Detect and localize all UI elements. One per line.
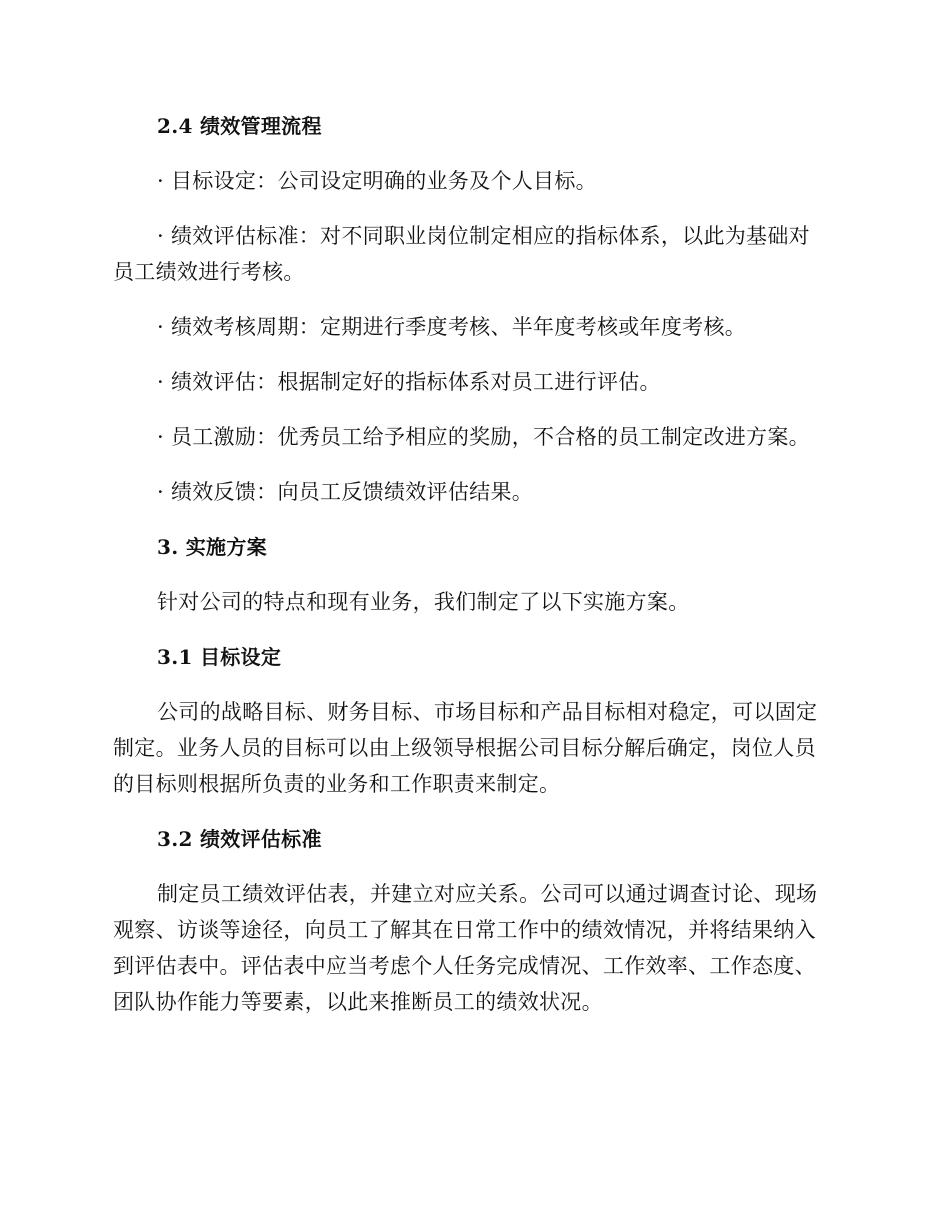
bullet-evaluation-cycle: · 绩效考核周期：定期进行季度考核、半年度考核或年度考核。 bbox=[157, 315, 747, 339]
paragraph-evaluation-criteria: 制定员工绩效评估表，并建立对应关系。公司可以通过调查讨论、现场观察、访谈等途径，向员工了解其在日常工作中的绩效情况，并将结果纳入到评估表中。评估表中应当考虑个人任务完成情况、工作效率、工作态度、团队协作能力等要素，以此来推断员工的绩效状况。 bbox=[113, 882, 818, 1014]
bullet-performance-feedback: · 绩效反馈：向员工反馈绩效评估结果。 bbox=[157, 480, 534, 504]
paragraph-goal-setting: 公司的战略目标、财务目标、市场目标和产品目标相对稳定，可以固定制定。业务人员的目标可以由上级领导根据公司目标分解后确定，岗位人员的目标则根据所负责的业务和工作职责来制定。 bbox=[113, 700, 818, 796]
bullet-goal-setting: · 目标设定：公司设定明确的业务及个人目标。 bbox=[157, 169, 597, 193]
section-heading-3-2: 3.2 绩效评估标准 bbox=[157, 827, 322, 851]
section-heading-3-1: 3.1 目标设定 bbox=[157, 645, 282, 669]
bullet-performance-evaluation: · 绩效评估：根据制定好的指标体系对员工进行评估。 bbox=[157, 370, 661, 394]
paragraph-implementation-intro: 针对公司的特点和现有业务，我们制定了以下实施方案。 bbox=[157, 590, 690, 614]
section-heading-3: 3. 实施方案 bbox=[157, 535, 267, 559]
bullet-employee-incentive: · 员工激励：优秀员工给予相应的奖励，不合格的员工制定改进方案。 bbox=[157, 425, 810, 449]
section-heading-2-4: 2.4 绩效管理流程 bbox=[157, 114, 322, 138]
document-body bbox=[113, 108, 831, 1039]
bullet-evaluation-criteria: · 绩效评估标准：对不同职业岗位制定相应的指标体系，以此为基础对员工绩效进行考核。 bbox=[113, 224, 810, 284]
